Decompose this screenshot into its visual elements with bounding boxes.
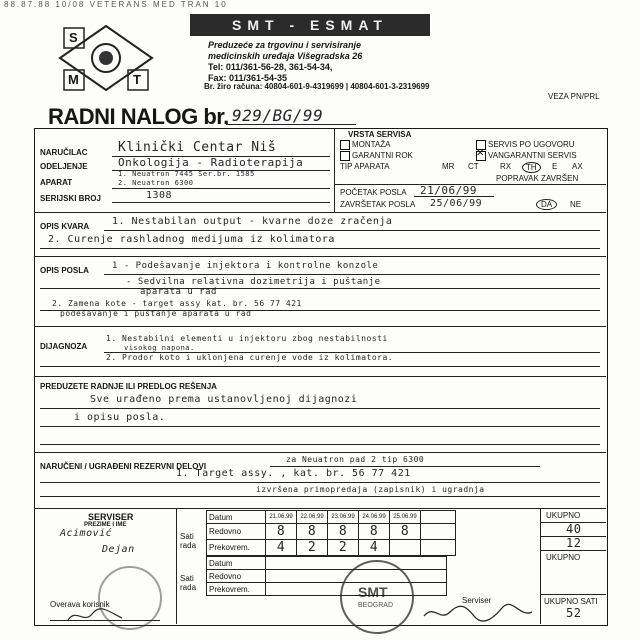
opis-kvara-label: OPIS KVARA: [40, 222, 90, 231]
redovno-cell: 8: [297, 524, 328, 540]
pocetak-label: POČETAK POSLA: [340, 188, 407, 197]
company-line2: medicinskih uređaja Višegradska 26: [208, 51, 363, 61]
opis-posla-line5: podešavanje i puštanje aparata u rad: [60, 309, 252, 318]
naruceni-label: NARUČENI / UGRAĐENI REZERVNI DELOVI: [40, 462, 207, 471]
sati-rada-label-2: Sati rada: [180, 574, 197, 592]
datum-label-2: Datum: [207, 557, 266, 570]
date-cell: 21.06.99: [266, 511, 297, 524]
preduzete-label: PREDUZETE RADNJE ILI PREDLOG REŠENJA: [40, 382, 217, 391]
prekovrem-cell: 4: [266, 540, 297, 556]
da-option[interactable]: DA: [536, 199, 557, 210]
page-title: RADNI NALOG br.: [48, 104, 229, 129]
aparat-value-1: 1. Neuatron 7445 Ser.br. 1585: [118, 170, 255, 178]
vrsta-label: VRSTA SERVISA: [348, 130, 412, 139]
opis-kvara-line2: 2. Curenje rashladnog medijuma iz kolimatora: [48, 234, 335, 245]
tip-rx[interactable]: RX: [500, 162, 512, 171]
serijski-value: 1308: [146, 190, 173, 201]
zavrsetak-label: ZAVRŠETAK POSLA: [340, 200, 416, 209]
prezime-label: PREZIME I IME: [84, 522, 127, 528]
logo-letter-s: S: [69, 30, 78, 45]
tip-mr[interactable]: MR: [442, 162, 455, 171]
stamp-sub: BEOGRAD: [358, 602, 394, 609]
redovno-cell: 8: [359, 524, 390, 540]
company-banner: SMT - ESMAT: [190, 14, 430, 36]
company-account: Br. žiro računa: 40804-601-9-4319699 | 40804-601-3-2319699: [204, 82, 430, 91]
naruceni-line1: za Neuatron pad 2 tip 6300: [286, 455, 425, 464]
company-line1: Preduzeće za trgovinu i servisiranje: [208, 40, 362, 50]
empty-cell: [421, 540, 456, 556]
date-cell: 22.06.99: [297, 511, 328, 524]
ukupno-redovno: 40: [566, 522, 582, 536]
serviser-label: SERVISER: [88, 512, 134, 522]
montaza-option[interactable]: [340, 140, 391, 150]
prekovrem-cell: [390, 540, 421, 556]
serviser-name-1: Acimović: [60, 528, 113, 539]
date-cell: 23.06.99: [328, 511, 359, 524]
popravak-label: POPRAVAK ZAVRŠEN: [496, 174, 579, 183]
empty-cell: [421, 524, 456, 540]
tip-th[interactable]: TH: [522, 162, 541, 173]
date-cell: 24.06.99: [359, 511, 390, 524]
dijagnoza-line1b: visokog napona.: [124, 344, 195, 352]
montaza-checkbox[interactable]: [340, 140, 350, 150]
prekovrem-cell: 2: [297, 540, 328, 556]
prekovrem-cell: 4: [359, 540, 390, 556]
po-ugovoru-option[interactable]: [476, 140, 575, 150]
logo-letter-t: T: [133, 72, 141, 87]
dijagnoza-line1: 1. Nestabilni elementi u injektoru zbog nestabilnosti: [106, 334, 388, 343]
tip-e[interactable]: E: [552, 162, 558, 171]
prekovrem-cell: 2: [328, 540, 359, 556]
ukupno-prekovrem: 12: [566, 536, 582, 550]
order-number: 929/BG/99: [232, 106, 324, 125]
redovno-cell: 8: [266, 524, 297, 540]
po-ugovoru-text: SERVIS PO UGOVORU: [488, 140, 575, 150]
ne-option[interactable]: NE: [570, 200, 582, 209]
redovno-label-2: Redovno: [207, 570, 266, 583]
overava-label: Overava korisnik: [50, 600, 110, 609]
redovno-cell: 8: [390, 524, 421, 540]
empty-cell: [421, 511, 456, 524]
opis-posla-line1: 1 - Podešavanje injektora i kontrolne konzole: [112, 261, 379, 271]
ukupno-label-2: UKUPNO: [546, 553, 581, 562]
narucilac-value: Klinički Centar Niš: [118, 140, 277, 155]
client-stamp: [98, 566, 162, 630]
company-tel: Tel: 011/361-56-28, 361-54-34,: [208, 62, 333, 72]
vangarantni-option[interactable]: [476, 151, 577, 161]
ukupno-label: UKUPNO: [546, 511, 581, 520]
stamp-text: SMT: [358, 584, 388, 600]
top-strip: 88.87.88 10/08 VETERANS MED TRAN 10: [4, 0, 228, 9]
tip-ct[interactable]: CT: [468, 162, 479, 171]
redovno-row: [207, 524, 456, 540]
ukupno-sati-label: UKUPNO SATI: [544, 597, 598, 606]
serviser-sign-label: Serviser: [462, 596, 492, 605]
veza-label: VEZA PN/PRL: [548, 92, 600, 101]
garantni-option[interactable]: [340, 151, 413, 161]
logo-letter-m: M: [68, 72, 79, 87]
redovno-label: Redovno: [207, 524, 266, 540]
odeljenje-label: ODELJENJE: [40, 162, 88, 171]
preduzete-line2: i opisu posla.: [74, 412, 166, 423]
garantni-checkbox[interactable]: [340, 151, 350, 161]
opis-posla-line4: 2. Zamena kote - target assy kat. br. 56 77 421: [52, 299, 302, 308]
prekovrem-label-2: Prekovrem.: [207, 583, 266, 596]
opis-posla-label: OPIS POSLA: [40, 266, 89, 275]
opis-posla-line3: aparata u rad: [140, 287, 217, 297]
vangarantni-text: VANGARANTNI SERVIS: [488, 151, 577, 161]
sati-rada-label-1: Sati rada: [180, 532, 197, 550]
narucilac-label: NARUČILAC: [40, 148, 88, 157]
tip-ax[interactable]: AX: [572, 162, 583, 171]
date-cell: 25.06.99: [390, 511, 421, 524]
serviser-name-2: Dejan: [102, 544, 135, 555]
datum-label: Datum: [207, 511, 266, 524]
opis-kvara-line1: 1. Nestabilan output - kvarne doze zračenja: [112, 216, 393, 227]
pocetak-value: 21/06/99: [420, 184, 477, 197]
tip-aparata-label: TIP APARATA: [340, 162, 390, 171]
odeljenje-value: Onkologija - Radioterapija: [118, 156, 304, 169]
smt-stamp: [340, 560, 414, 634]
preduzete-line1: Sve urađeno prema ustanovljenoj dijagnozi: [90, 394, 358, 405]
garantni-text: GARANTNI ROK: [352, 151, 413, 161]
serijski-label: SERIJSKI BROJ: [40, 194, 101, 203]
company-fax: Fax: 011/361-54-35: [208, 73, 288, 83]
hours-table: [206, 510, 456, 556]
aparat-value-2: 2. Neuatron 6300: [118, 179, 194, 187]
company-info: [208, 40, 362, 84]
zavrsetak-value: 25/06/99: [430, 198, 483, 209]
naruceni-line2: 1. Target assy. , kat. br. 56 77 421: [176, 468, 411, 479]
aparat-label: APARAT: [40, 178, 73, 187]
opis-posla-line2: - Sedvilna relativna dozimetrija i puštanje: [126, 277, 381, 287]
prekovrem-row: [207, 540, 456, 556]
dijagnoza-label: DIJAGNOZA: [40, 342, 88, 351]
naruceni-line3: izvršena primopredaja (zapisnik) i ugradnja: [256, 485, 485, 494]
redovno-cell: 8: [328, 524, 359, 540]
prekovrem-label: Prekovrem.: [207, 540, 266, 556]
vangarantni-checkbox[interactable]: [476, 151, 486, 161]
ukupno-sati-value: 52: [566, 606, 582, 620]
company-logo: [54, 22, 158, 94]
montaza-text: MONTAŽA: [352, 140, 391, 150]
dijagnoza-line2: 2. Prodor koto i uklonjena curenje vode iz kolimatora.: [106, 353, 394, 362]
serviser-signature: [420, 600, 536, 624]
datum-row: [207, 511, 456, 524]
